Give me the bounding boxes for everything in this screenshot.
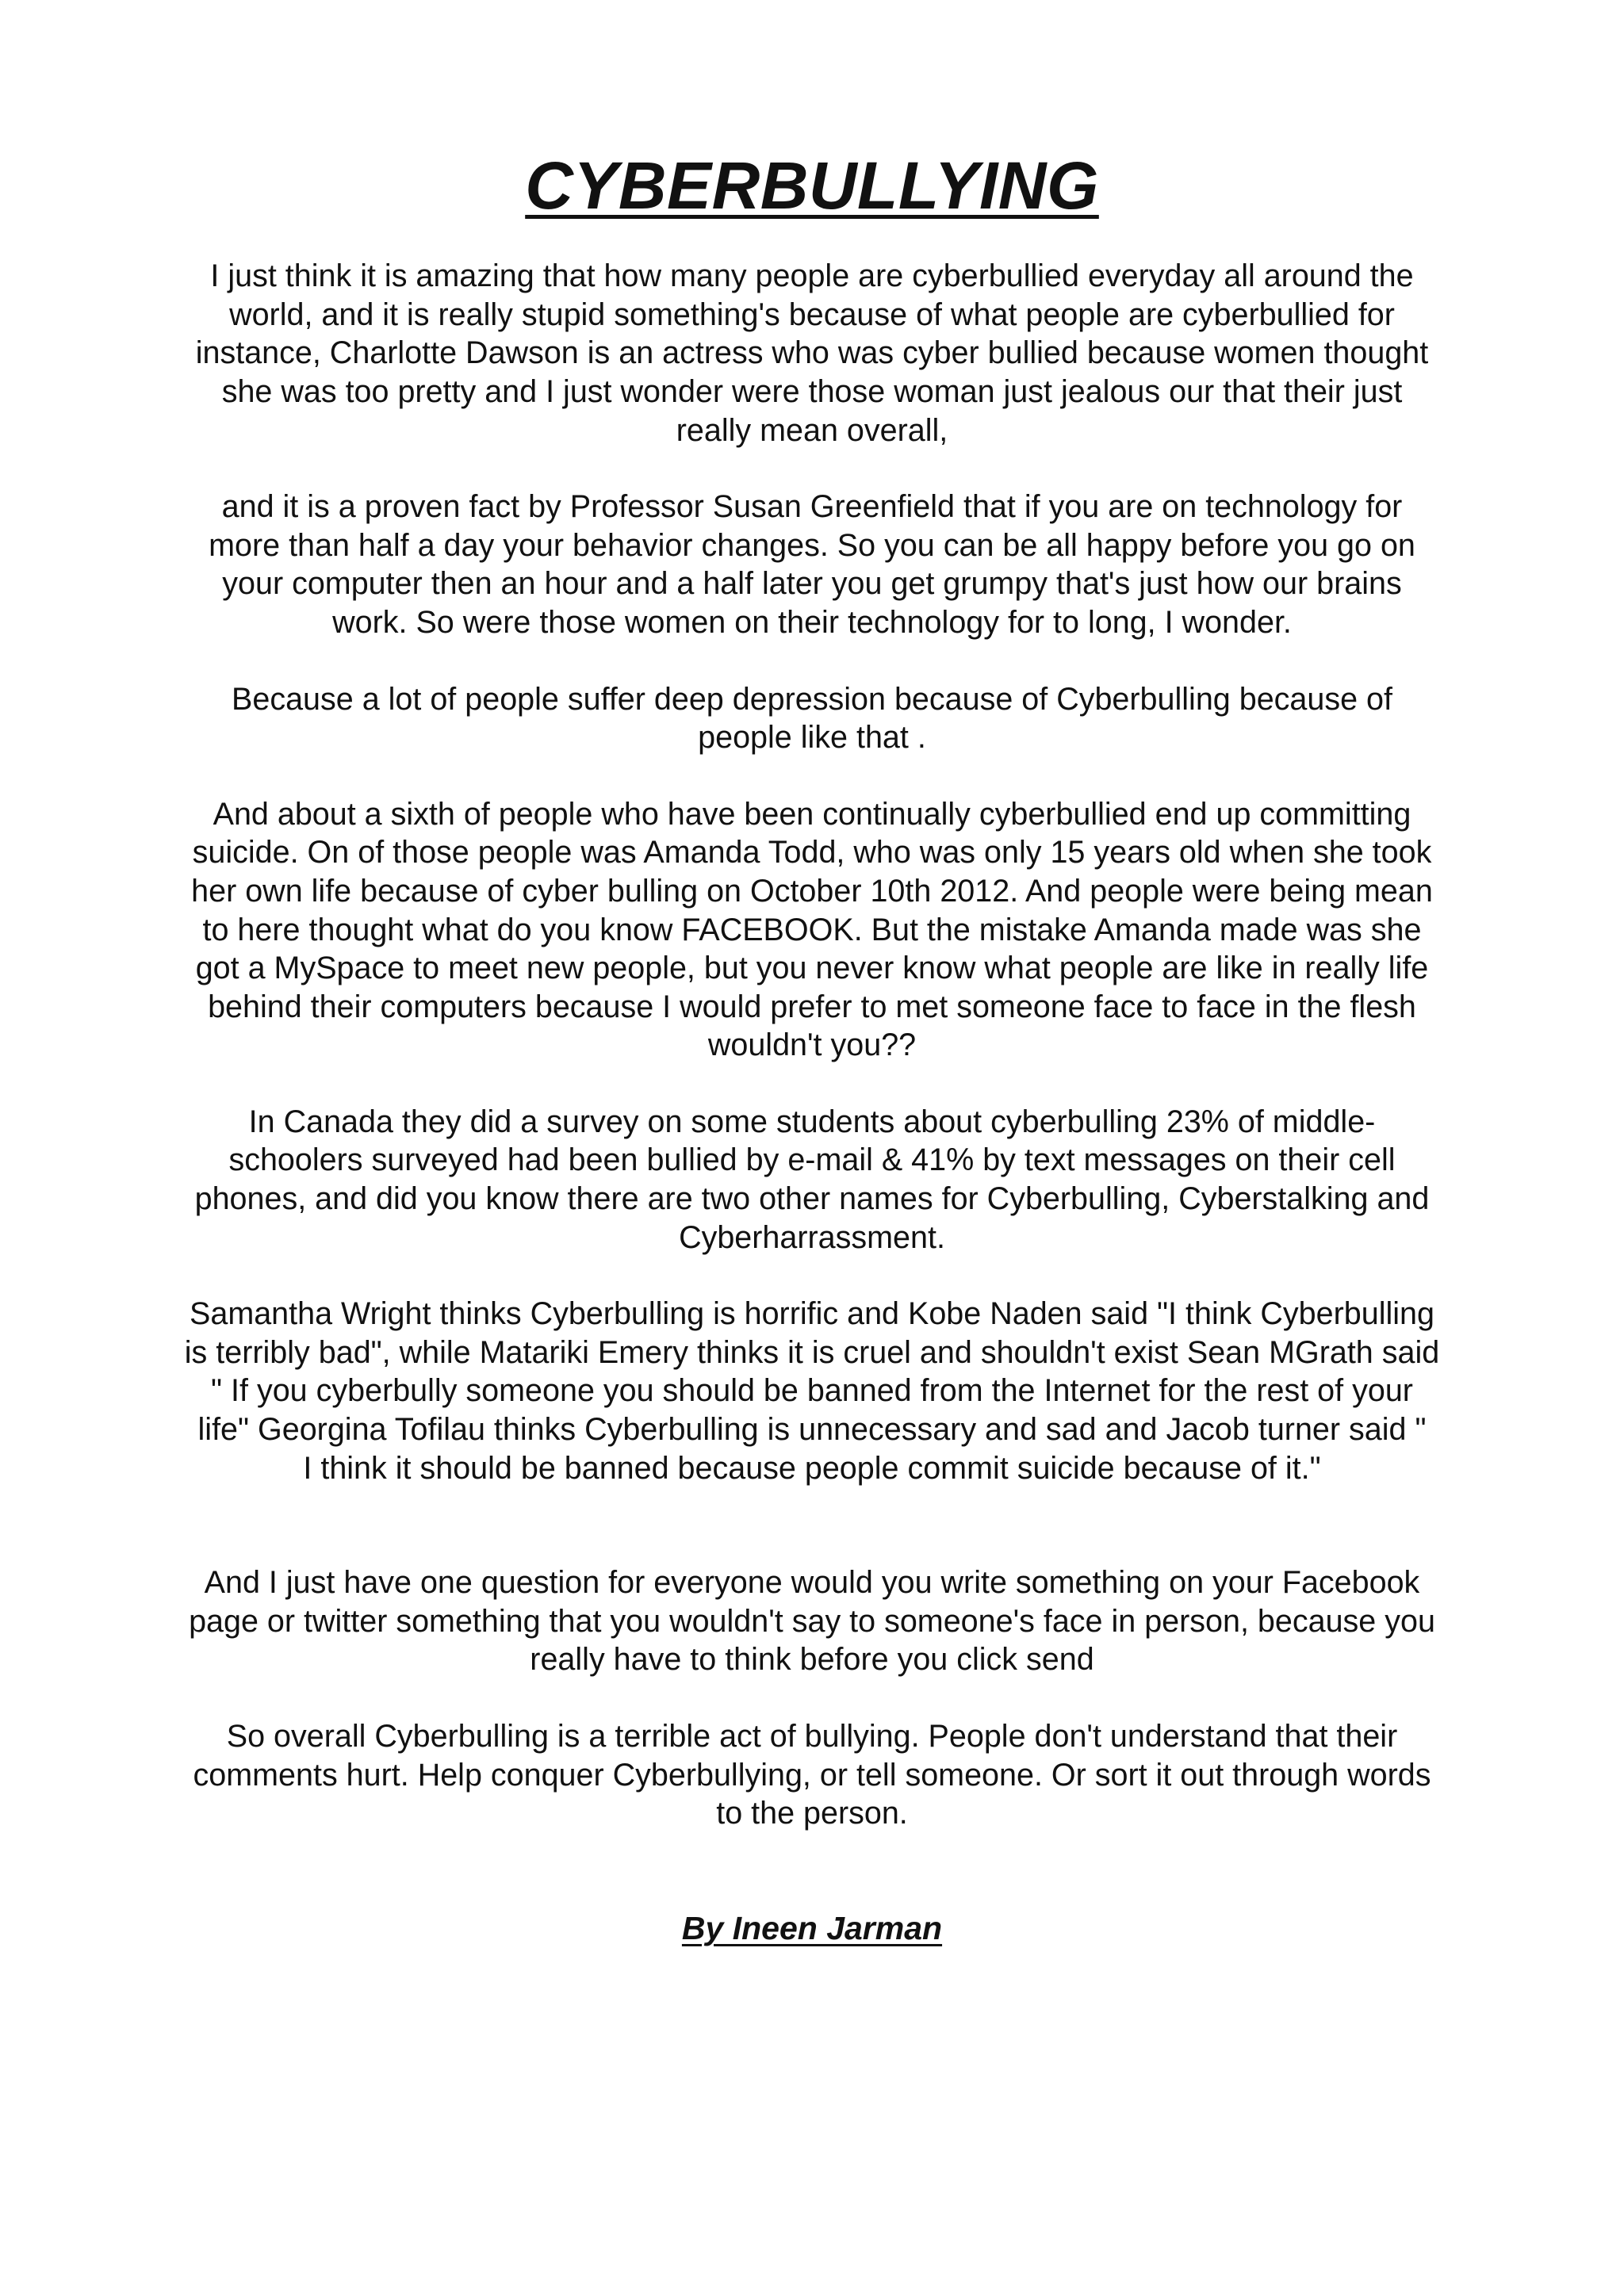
paragraph-canada-survey: In Canada they did a survey on some students about cyberbulling 23% of middle- schoolers surveyed had been bullied by e-mail & 41% by text messages on their cell phones, and did you know there are two other names for Cyberbulling, Cyberstalking and Cyberharrassment.	[194, 1104, 1430, 1255]
paragraph-conclusion: So overall Cyberbulling is a terrible act of bullying. People don't understand that their comments hurt. Help conquer Cyberbullying, or tell someone. Or sort it out through words to the person.	[193, 1719, 1431, 1831]
document-title: CYBERBULLYING	[525, 148, 1099, 223]
paragraph-depression: Because a lot of people suffer deep depression because of Cyberbulling because of people like that .	[232, 681, 1392, 756]
paragraph-opinions: Samantha Wright thinks Cyberbulling is horrific and Kobe Naden said "I think Cyberbulling is terribly bad", while Matariki Emery thinks it is cruel and shouldn't exist Sean MGrath said " If you cyberbully someone you should be banned from the Internet for the rest of your life" Georgina Tofilau thinks Cyberbulling is unnecessary and sad and Jacob turner said " I think it should be banned because people commit suicide because of it."	[184, 1296, 1440, 1486]
author-byline: By Ineen Jarman	[681, 1909, 943, 1946]
document-page	[155, 148, 1469, 1948]
paragraph-intro: I just think it is amazing that how many people are cyberbullied everyday all around the world, and it is really stupid something's because of what people are cyberbullied for instance, Charlotte Dawson is an actress who was cyber bullied because women thought she was too pretty and I just wonder were those woman just jealous our that their just really mean overall,	[195, 258, 1429, 448]
paragraph-amanda-todd: And about a sixth of people who have been continually cyberbullied end up committing suicide. On of those people was Amanda Todd, who was only 15 years old when she took her own life because of cyber bulling on October 10th 2012. And people were being mean to here thought what do you know FACEBOOK. But the mistake Amanda made was she got a MySpace to meet new people, but you never know what people are like in really life behind their computers because I would prefer to met someone face to face in the flesh wouldn't you??	[191, 796, 1433, 1063]
paragraph-technology: and it is a proven fact by Professor Susan Greenfield that if you are on technology for more than half a day your behavior changes. So you can be all happy before you go on your computer then an hour and a half later you get grumpy that's just how our brains work. So were those women on their technology for to long, I wonder.	[209, 489, 1415, 640]
paragraph-question: And I just have one question for everyone would you write something on your Facebook page or twitter something that you wouldn't say to someone's face in person, because you really have to think before you click send	[189, 1565, 1435, 1678]
